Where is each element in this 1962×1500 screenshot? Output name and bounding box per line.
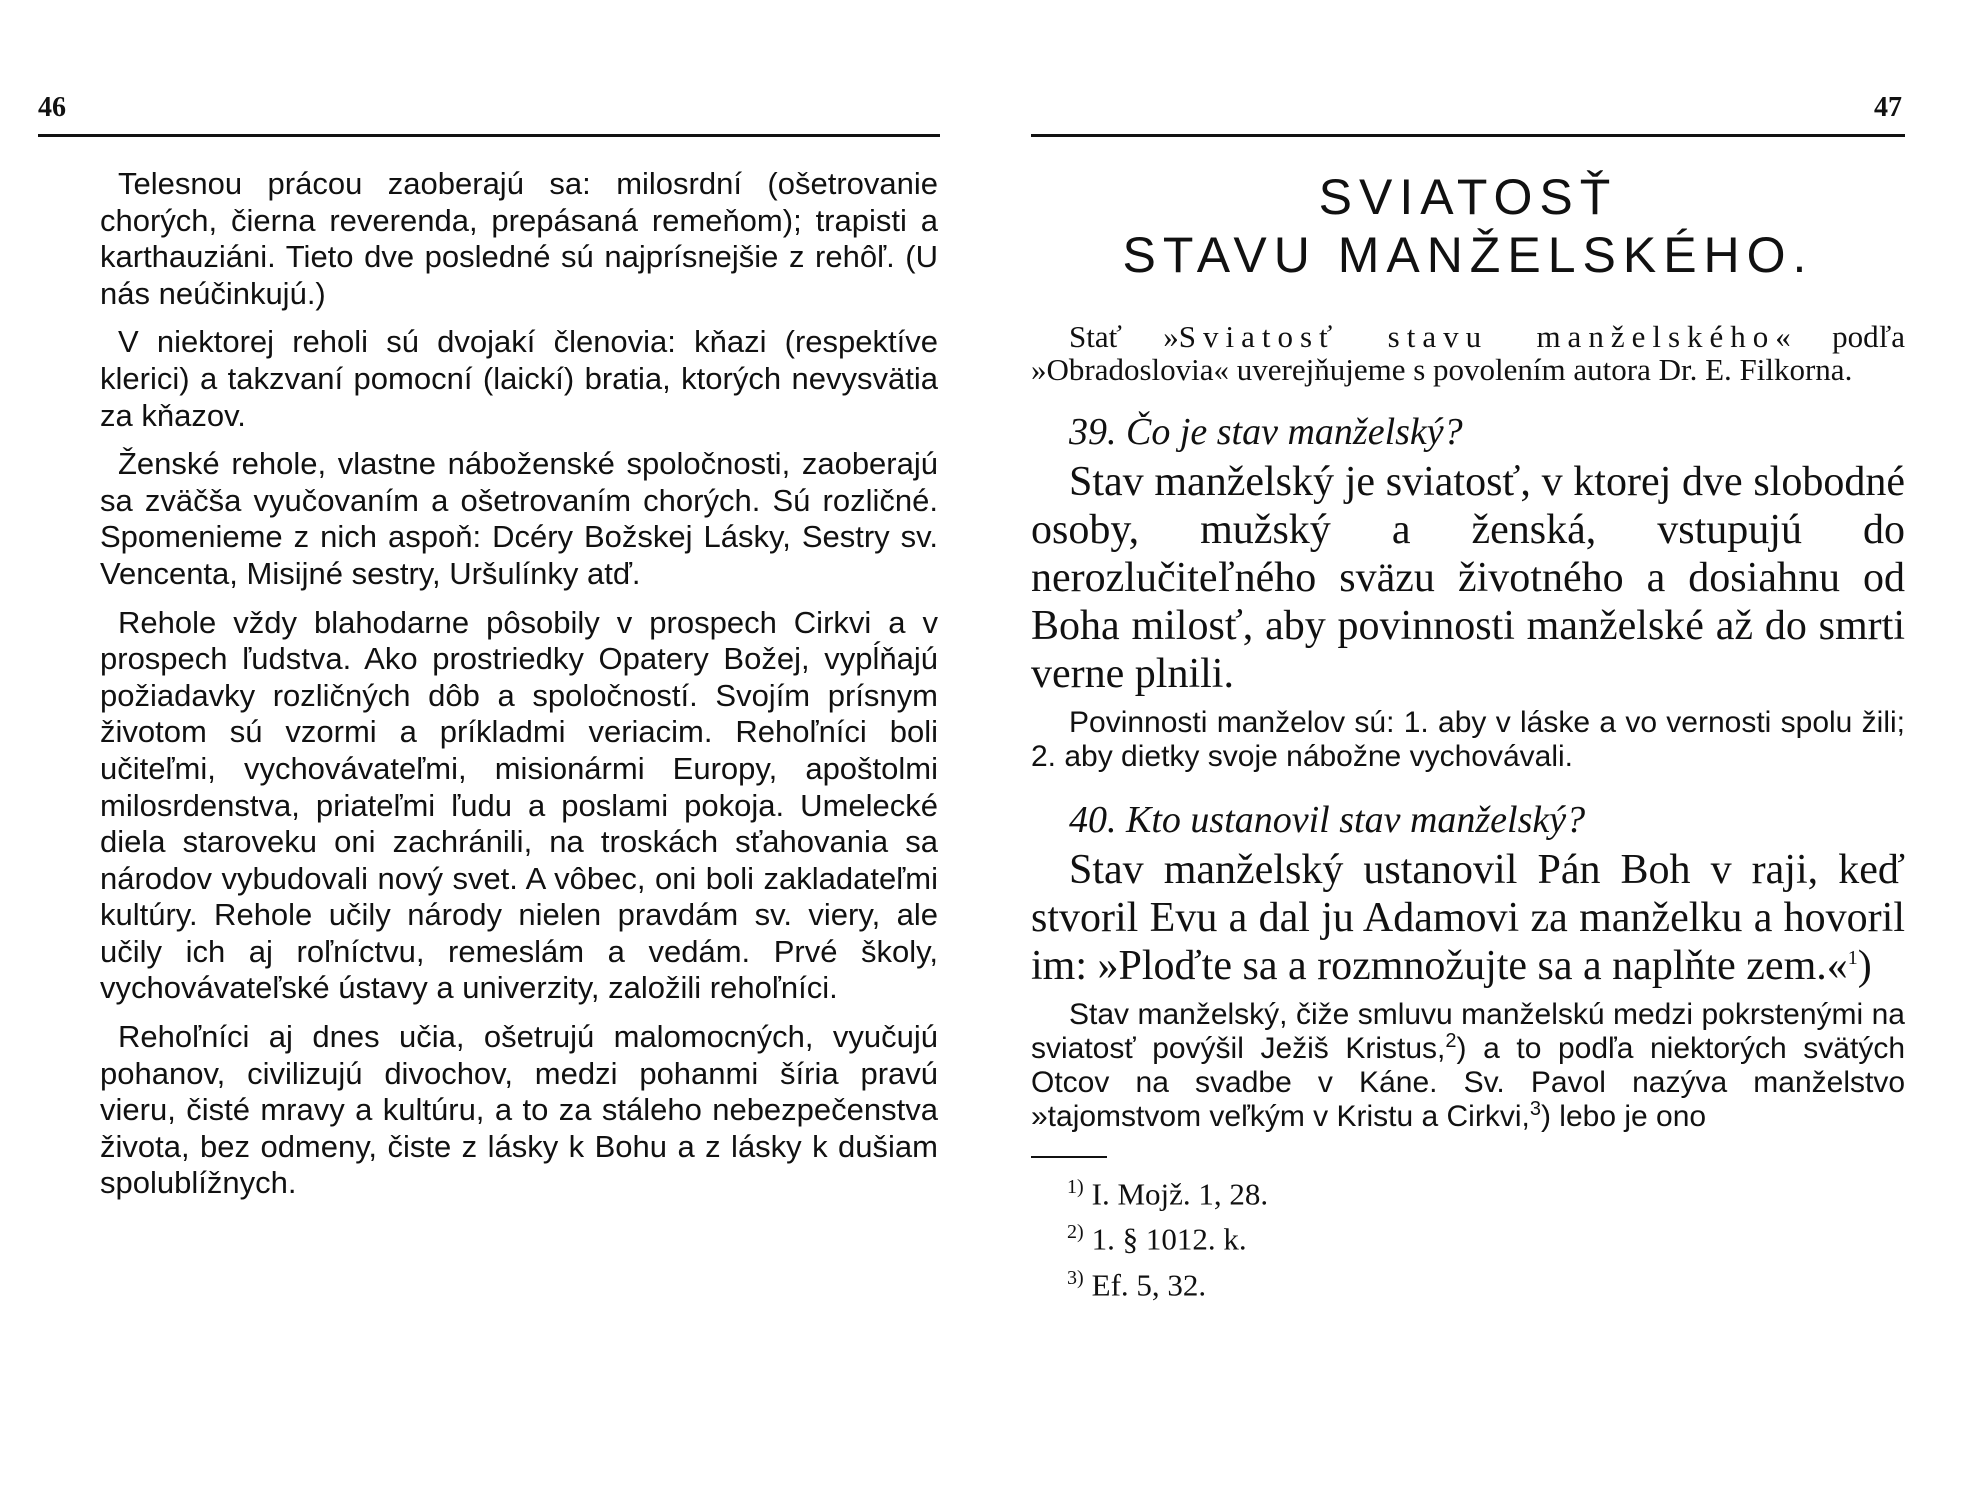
footnote-3-mark: 3) — [1067, 1266, 1084, 1289]
footnote-1-text: I. Mojž. 1, 28. — [1091, 1176, 1269, 1212]
footnote-ref-2: 2 — [1445, 1030, 1457, 1052]
footnote-ref-1: 1 — [1847, 947, 1858, 969]
intro-after: « podľa »Obradoslovia« uverejňujeme s povolením autora Dr. E. Filkorna. — [1031, 319, 1906, 387]
footnote-2-mark: 2) — [1067, 1221, 1084, 1244]
note-40-part-1: Stav manželský, čiže smluvu manželskú medzi pokrstenými na sviatosť povýšil Ježiš Kristus, — [1031, 998, 1905, 1065]
question-40: 40. Kto ustanovil stav manželský? — [1069, 799, 1586, 841]
intro-spaced-title: Sviatosť stavu manželského — [1178, 319, 1776, 354]
note-40-part-2: a to podľa niektorých svätých Otcov na svadbe v Káne. Sv. Pavol nazýva manželstvo »tajomstvom veľkým v Kristu a Cirkvi, — [1031, 1032, 1905, 1133]
intro-note — [1031, 320, 1905, 386]
footnote-rule — [1031, 1156, 1107, 1158]
right-page — [981, 0, 1962, 1500]
header-rule-left — [38, 134, 940, 137]
footnote-1-mark: 1) — [1067, 1176, 1084, 1198]
answer-40: Stav manželský ustanovil Pán Boh v raji, keď stvoril Evu a dal ju Adamovi za manželku a hovoril im: »Ploďte sa a rozmnožujte sa a naplňte zem.«$^1$) — [1031, 847, 1905, 989]
paragraph-benefits-of-orders: Rehole vždy blahodarne pôsobily v prospech Cirkvi a v prospech ľudstva. Ako prostriedky Opatery Božej, vypĺňajú požiadavky rozličných dôb a spoločností. Svojím prísnym životom sú vzormi a príkladmi veriacim. Rehoľníci boli učiteľmi, vychovávateľmi, misionármi Europy, apoštolmi milosrdenstva, priateľmi ľudu a poslami pokoja. Umelecké diela staroveku oni zachránili, na troskách sťahovania sa národov vybudovali nový svet. A vôbec, oni boli zakladateľmi kultúry. Rehole učily národy nielen pravdám sv. viery, ale učily ich aj roľníctvu, remeslám a vedám. Prvé školy, vychovávateľské ústavy a univerzity, založili rehoľníci. — [100, 604, 938, 1006]
note-40-part-3: lebo je ono — [1550, 1100, 1707, 1133]
footnote-ref-3: 3 — [1529, 1098, 1541, 1120]
paragraph-female-orders: Ženské rehole, vlastne náboženské spoločnosti, zaoberajú sa zväčša vyučovaním a ošetrovaním chorých. Sú rozličné. Spomenieme z nich aspoň: Dcéry Božskej Lásky, Sestry sv. Vencenta, Misijné sestry, Uršulínky atď. — [100, 446, 938, 591]
intro-before: Stať » — [1069, 319, 1179, 354]
footnote-2 — [1067, 1213, 1905, 1258]
paragraph-physical-work-orders: Telesnou prácou zaoberajú sa: milosrdní (ošetrovanie chorých, čierna reverenda, prepásaná remeňom); trapisti a karthauziáni. Tieto dve posledné sú najprísnejšie z rehôľ. (U nás neúčinkujú.) — [100, 166, 938, 311]
note-40: Stav manželský, čiže smluvu manželskú medzi pokrstenými na sviatosť povýšil Ježiš Kristus,$^2$) a to podľa niektorých svätých Otcov na svadbe v Káne. Sv. Pavol nazýva manželstvo »tajomstvom veľkým v Kristu a Cirkvi,$^3$) lebo je ono — [1031, 998, 1905, 1133]
footnote-2-text: 1. § 1012. k. — [1091, 1221, 1247, 1257]
answer-39: Stav manželský je sviatosť, v ktorej dve slobodné osoby, mužský a ženská, vstupujú do nerozlučiteľného sväzu životného a dosiahnu od Boha milosť, aby povinnosti manželské až do smrti verne plnili. — [1031, 459, 1905, 697]
answer-40-text: Stav manželský ustanovil Pán Boh v raji, keď stvoril Evu a dal ju Adamovi za manželku a hovoril im: »Ploďte sa a rozmnožujte sa a naplňte zem.« — [1031, 847, 1905, 989]
chapter-title — [1031, 168, 1905, 284]
paragraph-two-kinds-of-members: V niektorej reholi sú dvojakí členovia: kňazi (respektíve klerici) a takzvaní pomocní (laickí) bratia, ktorých nevysvätia za kňazov. — [100, 324, 938, 433]
right-body — [1031, 160, 1905, 1304]
page-number-left: 46 — [38, 92, 66, 123]
left-body-text — [100, 166, 938, 1214]
page-number-right: 47 — [1874, 92, 1902, 123]
question-39: 39. Čo je stav manželský? — [1069, 411, 1463, 453]
header-rule-right — [1031, 134, 1905, 137]
note-39: Povinnosti manželov sú: 1. aby v láske a vo vernosti spolu žili; 2. aby dietky svoje nábožne vychovávali. — [1031, 706, 1905, 773]
footnote-3 — [1067, 1259, 1905, 1304]
chapter-title-line-2: STAVU MANŽELSKÉHO. — [1122, 227, 1814, 283]
footnote-3-text: Ef. 5, 32. — [1091, 1266, 1207, 1302]
footnotes — [1031, 1168, 1905, 1304]
footnote-1 — [1067, 1168, 1905, 1213]
paragraph-orders-today: Rehoľníci aj dnes učia, ošetrujú malomocných, vyučujú pohanov, civilizujú divochov, medzi pohanmi šíria pravú vieru, čisté mravy a kultúru, a to za stáleho nebezpečenstva života, bez odmeny, čiste z lásky k Bohu a z lásky k dušiam spolublížnych. — [100, 1019, 938, 1201]
chapter-title-line-1: SVIATOSŤ — [1318, 169, 1618, 225]
